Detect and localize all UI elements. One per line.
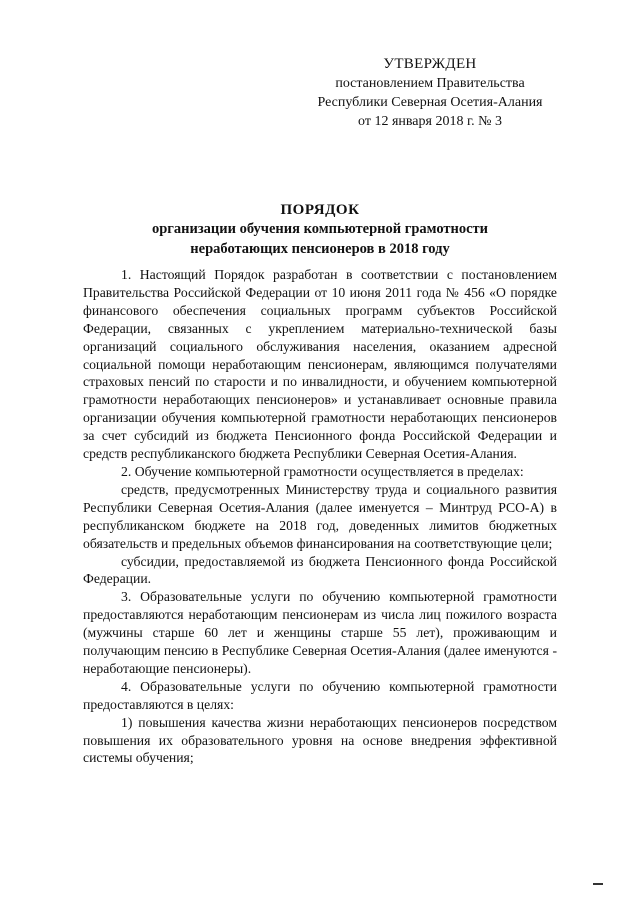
paragraph-2-item-subsidy: субсидии, предоставляемой из бюджета Пенсионного фонда Российской Федерации. xyxy=(83,553,557,587)
title-subtitle-line: неработающих пенсионеров в 2018 году xyxy=(190,240,450,257)
paragraph-3: 3. Образовательные услуги по обучению компьютерной грамотности предоставляются неработающим пенсионерам из числа лиц пожилого возраста (мужчины старше 60 лет и женщины старше 55 лет), проживающим и получающим пенсию в Республике Северная Осетия-Алания (далее именуются - неработающие пенсионеры). xyxy=(83,589,557,676)
title-main: ПОРЯДОК xyxy=(280,202,360,218)
document-title xyxy=(60,200,580,259)
approval-date-line: от 12 января 2018 г. № 3 xyxy=(358,114,502,129)
document-body xyxy=(83,266,557,767)
approval-heading: УТВЕРЖДЕН xyxy=(383,56,477,72)
paragraph-4-item-1: 1) повышения качества жизни неработающих пенсионеров посредством повышения их образовательного уровня на основе внедрения эффективной системы обучения; xyxy=(83,714,557,766)
page-edge-mark xyxy=(593,883,603,885)
paragraph-2: 2. Обучение компьютерной грамотности осуществляется в пределах: xyxy=(121,463,524,479)
paragraph-4: 4. Образовательные услуги по обучению компьютерной грамотности предоставляются в целях: xyxy=(83,678,557,712)
title-subtitle-line: организации обучения компьютерной грамотности xyxy=(151,221,489,237)
paragraph-1: 1. Настоящий Порядок разработан в соответствии с постановлением Правительства Российской Федерации от 10 июня 2011 года № 456 «О порядке финансового обеспечения социальных программ субъектов Российской Федерации, связанных с укреплением материально-технической базы организаций социального обслуживания населения, оказанием адресной социальной помощи неработающим пенсионерам, являющимся получателями страховых пенсий по старости и по инвалидности, и обучением компьютерной грамотности неработающих пенсионеров» и устанавливает основные правила организации обучения компьютерной грамотности неработающих пенсионеров за счет субсидий из бюджета Пенсионного фонда Российской Федерации и средств республиканского бюджета Республики Северная Осетия-Алания. xyxy=(83,267,557,462)
paragraph-2-item-budget: средств, предусмотренных Министерству труда и социального развития Республики Северная Осетия-Алания (далее именуется – Минтруд РСО-А) в республиканском бюджете на 2018 год, доведенных лимитов бюджетных обязательств и предельных объемов финансирования на соответствующие цели; xyxy=(83,481,557,551)
approval-stamp xyxy=(300,55,560,131)
approval-line: постановлением Правительства xyxy=(335,76,525,91)
approval-line: Республики Северная Осетия-Алания xyxy=(317,95,543,110)
